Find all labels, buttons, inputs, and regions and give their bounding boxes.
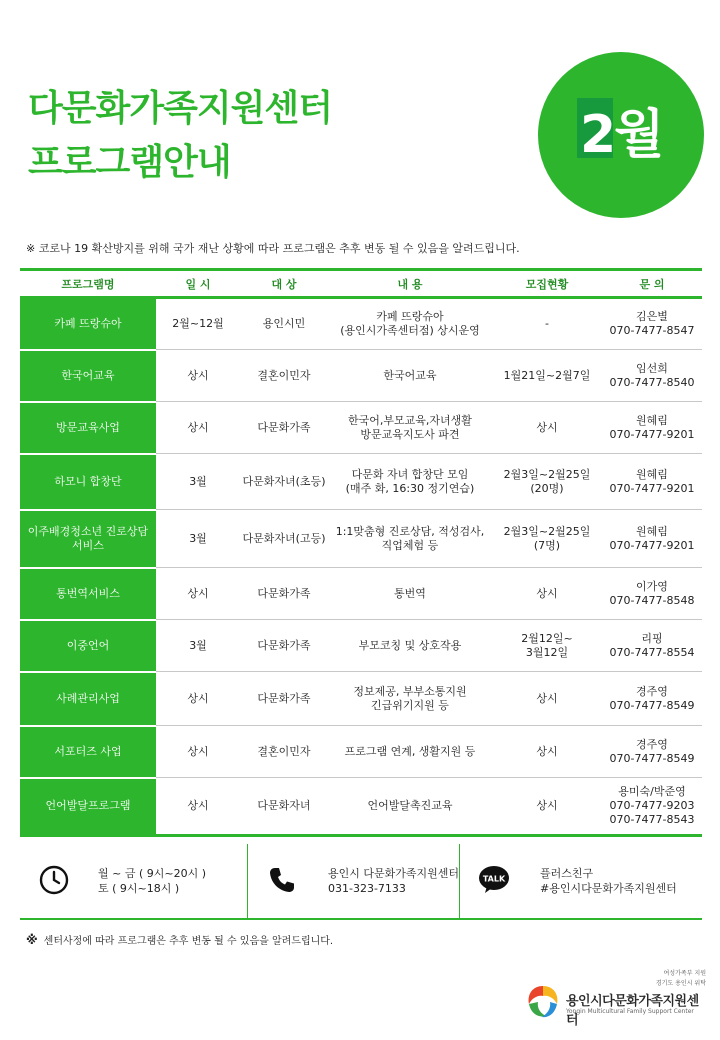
center-logo [522, 966, 708, 1026]
phone-cell [248, 844, 460, 920]
program-content: 1:1맞춤형 진로상담, 적성검사, 직업체험 등 [328, 510, 492, 568]
hours-cell [20, 844, 248, 920]
notice-bottom [26, 932, 333, 947]
program-table [20, 268, 702, 837]
logo-name-en: Yongin Multicultural Family Support Center [566, 1008, 694, 1015]
program-target: 다문화가족 [240, 402, 328, 454]
program-date: 상시 [156, 350, 240, 402]
month-badge [538, 52, 704, 218]
program-contact: 경주영 070-7477-8549 [602, 726, 702, 778]
program-target: 다문화자녀(초등) [240, 454, 328, 510]
header-content: 내 용 [328, 270, 492, 298]
program-content: 통번역 [328, 568, 492, 620]
notice-mark: ※ [26, 933, 38, 947]
program-target: 결혼이민자 [240, 350, 328, 402]
program-recruit: 상시 [492, 726, 602, 778]
program-target: 용인시민 [240, 298, 328, 350]
program-contact: 원혜림 070-7477-9201 [602, 454, 702, 510]
notice-bottom-text: 센터사정에 따라 프로그램은 추후 변동 될 수 있음을 알려드립니다. [43, 936, 334, 947]
program-content: 카페 뜨랑슈아 (용인시가족센터점) 상시운영 [328, 298, 492, 350]
program-date: 3월 [156, 510, 240, 568]
program-name: 통번역서비스 [20, 568, 156, 620]
kakao-cell [460, 844, 702, 920]
logo-mark-icon [524, 982, 562, 1020]
table-row [20, 726, 702, 778]
month-label: 2월 [580, 105, 663, 165]
table-header-row [20, 270, 702, 298]
table-row [20, 568, 702, 620]
program-date: 상시 [156, 778, 240, 836]
title-line1: 다문화가족지원센터 [28, 88, 332, 129]
table-row [20, 298, 702, 350]
program-contact: 용미숙/박준영 070-7477-9203 070-7477-8543 [602, 778, 702, 836]
program-target: 다문화자녀(고등) [240, 510, 328, 568]
program-date: 2월~12월 [156, 298, 240, 350]
program-recruit: 2월3일~2월25일 (7명) [492, 510, 602, 568]
phone-icon[interactable] [266, 864, 298, 896]
program-contact: 경주영 070-7477-8549 [602, 672, 702, 726]
program-contact: 리핑 070-7477-8554 [602, 620, 702, 672]
program-target: 다문화가족 [240, 568, 328, 620]
program-target: 다문화가족 [240, 620, 328, 672]
table-row [20, 672, 702, 726]
program-name: 사례관리사업 [20, 672, 156, 726]
program-name: 카페 뜨랑슈아 [20, 298, 156, 350]
title-line2: 프로그램안내 [28, 142, 231, 183]
program-content: 프로그램 연계, 생활지원 등 [328, 726, 492, 778]
header-contact: 문 의 [602, 270, 702, 298]
program-contact: 이가영 070-7477-8548 [602, 568, 702, 620]
program-date: 상시 [156, 568, 240, 620]
program-contact: 원혜림 070-7477-9201 [602, 402, 702, 454]
program-name: 한국어교육 [20, 350, 156, 402]
kakao-talk-icon[interactable] [478, 864, 510, 896]
program-recruit: 2월3일~2월25일 (20명) [492, 454, 602, 510]
program-recruit: 상시 [492, 402, 602, 454]
phone-text: 용인시 다문화가족지원센터 031-323-7133 [328, 867, 460, 895]
logo-sponsor-text: 여성가족부 지원 [663, 970, 706, 977]
clock-icon [38, 864, 70, 896]
program-name: 방문교육사업 [20, 402, 156, 454]
program-content: 부모코칭 및 상호작용 [328, 620, 492, 672]
program-contact: 김은별 070-7477-8547 [602, 298, 702, 350]
table-row [20, 350, 702, 402]
header-date: 일 시 [156, 270, 240, 298]
program-recruit: 상시 [492, 778, 602, 836]
program-target: 결혼이민자 [240, 726, 328, 778]
program-date: 3월 [156, 620, 240, 672]
table-row [20, 620, 702, 672]
notice-top: ※ 코로나 19 확산방지를 위해 국가 재난 상황에 따라 프로그램은 추후 변동 될 수 있음을 알려드립니다. [26, 242, 520, 255]
program-content: 다문화 자녀 합창단 모임 (매주 화, 16:30 정기연습) [328, 454, 492, 510]
logo-name-ko: 용인시다문화가족지원센터 [566, 994, 699, 1028]
program-recruit: - [492, 298, 602, 350]
table-row [20, 402, 702, 454]
logo-operator-text: 경기도 용인시 위탁 [655, 980, 706, 987]
program-recruit: 상시 [492, 568, 602, 620]
header-recruit: 모집현황 [492, 270, 602, 298]
program-content: 한국어,부모교육,자녀생활 방문교육지도사 파견 [328, 402, 492, 454]
program-recruit: 1월21일~2월7일 [492, 350, 602, 402]
program-name: 언어발달프로그램 [20, 778, 156, 836]
talk-badge-text: TALK [482, 874, 506, 884]
hours-text: 월 ~ 금 ( 9시~20시 ) 토 ( 9시~18시 ) [98, 867, 206, 895]
program-content: 한국어교육 [328, 350, 492, 402]
program-name: 이주배경청소년 진로상담 서비스 [20, 510, 156, 568]
program-target: 다문화자녀 [240, 778, 328, 836]
program-contact: 임선희 070-7477-8540 [602, 350, 702, 402]
table-row [20, 778, 702, 836]
program-name: 서포터즈 사업 [20, 726, 156, 778]
program-name: 하모니 합창단 [20, 454, 156, 510]
program-date: 상시 [156, 402, 240, 454]
program-recruit: 상시 [492, 672, 602, 726]
header-target: 대 상 [240, 270, 328, 298]
program-date: 상시 [156, 672, 240, 726]
program-date: 상시 [156, 726, 240, 778]
program-target: 다문화가족 [240, 672, 328, 726]
program-date: 3월 [156, 454, 240, 510]
program-name: 이중언어 [20, 620, 156, 672]
program-content: 언어발달촉진교육 [328, 778, 492, 836]
program-recruit: 2월12일~ 3월12일 [492, 620, 602, 672]
program-content: 정보제공, 부부소통지원 긴급위기지원 등 [328, 672, 492, 726]
contact-bar [20, 844, 702, 920]
table-row [20, 510, 702, 568]
program-contact: 원혜림 070-7477-9201 [602, 510, 702, 568]
header-program: 프로그램명 [20, 270, 156, 298]
table-row [20, 454, 702, 510]
kakao-text: 플러스친구 #용인시다문화가족지원센터 [540, 867, 677, 895]
